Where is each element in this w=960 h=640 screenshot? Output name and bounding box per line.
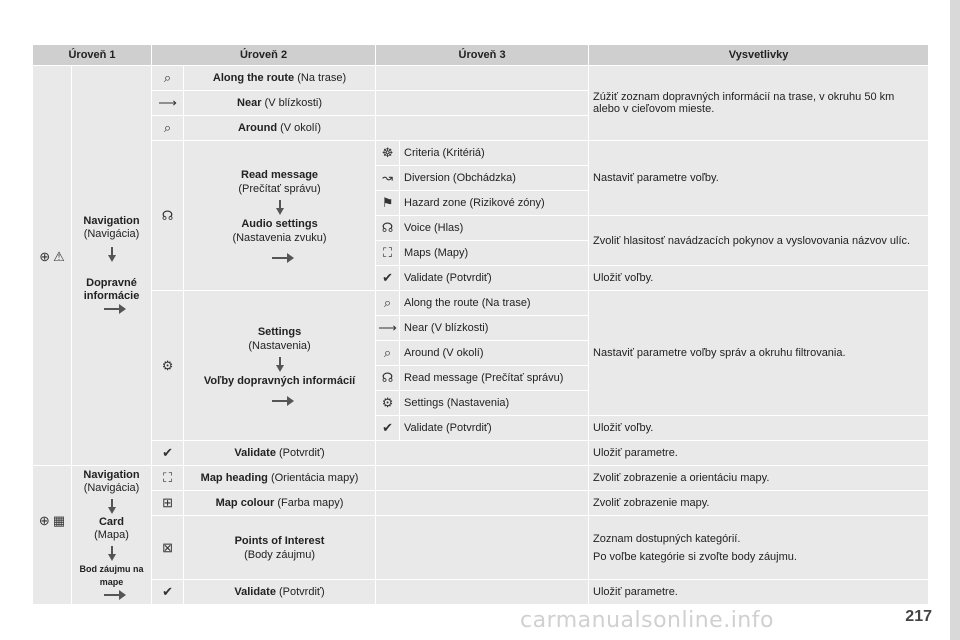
arrow-down-icon xyxy=(108,255,116,262)
empty-cell xyxy=(376,116,589,141)
map-heading-icon: ⛶ xyxy=(152,466,184,491)
watermark: carmanualsonline.info xyxy=(520,608,774,633)
maps-label: Maps (Mapy) xyxy=(400,241,589,266)
validate-bold: Validate xyxy=(234,586,276,598)
poi-bold: Points of Interest xyxy=(234,534,325,547)
empty-cell xyxy=(376,580,589,605)
read-message-sub: (Prečítať správu) xyxy=(238,183,321,195)
empty-cell xyxy=(376,516,589,580)
validate-rest: (Potvrdiť) xyxy=(275,586,325,598)
read-message-icon: ☊ xyxy=(376,366,400,391)
desc-params: Uložiť parametre. xyxy=(589,441,929,466)
desc-save2: Uložiť voľby. xyxy=(589,416,929,441)
validate-rest: (Potvrdiť) xyxy=(275,447,325,459)
read-message-bold: Read message xyxy=(241,169,319,181)
along-route-bold: Along the route xyxy=(212,72,295,84)
l1-traffic-label: Dopravné informácie xyxy=(83,277,140,302)
header-explanations: Vysvetlivky xyxy=(589,45,929,66)
l1-traffic-label-cell xyxy=(72,66,152,466)
poi-desc2: Po voľbe kategórie si zvoľte body záujmu. xyxy=(593,550,797,563)
hazard-icon: ⚑ xyxy=(376,191,400,216)
read-message-icon: ☊ xyxy=(152,141,184,291)
validate-bold: Validate xyxy=(234,447,276,459)
around-label: Around (V okolí) xyxy=(400,341,589,366)
validate-desc: Uložiť parametre. xyxy=(589,580,929,605)
l1-poi-label: Bod záujmu na mape xyxy=(79,563,144,587)
around-rest: (V okolí) xyxy=(277,122,322,134)
menu-table xyxy=(32,44,929,605)
poi-icon: ⊠ xyxy=(152,516,184,580)
l1-nav-label: Navigation xyxy=(83,468,140,481)
arrow-down-icon xyxy=(276,365,284,372)
validate-label: Validate (Potvrdiť) xyxy=(400,416,589,441)
empty-cell xyxy=(376,91,589,116)
map-colour-bold: Map colour xyxy=(215,497,275,509)
settings-icon: ⚙ xyxy=(376,391,400,416)
along-route-icon: ⌕ xyxy=(152,66,184,91)
l1-card-sub: (Mapa) xyxy=(94,528,129,541)
target-icon: ⊕ xyxy=(39,249,51,264)
target-icon: ⊕ xyxy=(38,512,50,528)
desc-filter2: Nastaviť parametre voľby správ a okruhu filtrovania. xyxy=(589,291,929,416)
poi-desc-cell xyxy=(589,516,929,580)
l1-nav-sub: (Navigácia) xyxy=(83,481,140,494)
near-rest: (V blízkosti) xyxy=(261,97,323,109)
l1-icons-cell-2 xyxy=(33,466,72,605)
validate-label: Validate (Potvrdiť) xyxy=(400,266,589,291)
check-icon: ✔ xyxy=(152,441,184,466)
read-message-label: Read message (Prečítať správu) xyxy=(400,366,589,391)
l1-icons-cell xyxy=(33,66,72,466)
voice-label: Voice (Hlas) xyxy=(400,216,589,241)
voice-icon: ☊ xyxy=(376,216,400,241)
settings-cell xyxy=(184,291,376,441)
around-icon: ⌕ xyxy=(152,116,184,141)
header-level3: Úroveň 3 xyxy=(376,45,589,66)
header-level2: Úroveň 2 xyxy=(152,45,376,66)
map-colour-desc: Zvoliť zobrazenie mapy. xyxy=(589,491,929,516)
along-route-icon: ⌕ xyxy=(376,291,400,316)
poi-sub: (Body záujmu) xyxy=(244,548,315,561)
page-number: 217 xyxy=(905,608,932,625)
diversion-icon: ↝ xyxy=(376,166,400,191)
criteria-label: Criteria (Kritériá) xyxy=(400,141,589,166)
hazard-label: Hazard zone (Rizikové zóny) xyxy=(400,191,589,216)
map-heading-desc: Zvoliť zobrazenie a orientáciu mapy. xyxy=(589,466,929,491)
check-icon: ✔ xyxy=(152,580,184,605)
arrow-down-icon xyxy=(108,507,116,514)
arrow-right-icon xyxy=(104,308,120,310)
header-level1: Úroveň 1 xyxy=(33,45,152,66)
around-icon: ⌕ xyxy=(376,341,400,366)
empty-cell xyxy=(376,491,589,516)
near-bold: Near xyxy=(237,97,262,109)
arrow-right-icon xyxy=(272,257,288,259)
settings-label: Settings (Nastavenia) xyxy=(400,391,589,416)
l1-card-label: Card xyxy=(98,515,125,528)
map-heading-rest: (Orientácia mapy) xyxy=(267,472,359,484)
read-audio-cell xyxy=(184,141,376,291)
l1-nav-sub: (Navigácia) xyxy=(83,228,140,240)
traffic-icon: ⚠ xyxy=(53,249,65,264)
desc-choice: Nastaviť parametre voľby. xyxy=(589,141,929,216)
check-icon: ✔ xyxy=(376,266,400,291)
header-row xyxy=(33,45,929,66)
map-colour-rest: (Farba mapy) xyxy=(274,497,344,509)
choice-bold: Voľby dopravných informácií xyxy=(203,375,356,387)
map-colour-icon: ⊞ xyxy=(152,491,184,516)
map-icon: ▦ xyxy=(52,512,66,528)
audio-settings-sub: (Nastavenia zvuku) xyxy=(232,232,327,244)
along-route-label: Along the route (Na trase) xyxy=(400,291,589,316)
poi-desc1: Zoznam dostupných kategórií. xyxy=(593,532,741,545)
check-icon: ✔ xyxy=(376,416,400,441)
around-bold: Around xyxy=(237,122,278,134)
diversion-label: Diversion (Obchádzka) xyxy=(400,166,589,191)
arrow-down-icon xyxy=(108,554,116,561)
near-label: Near (V blízkosti) xyxy=(400,316,589,341)
arrow-right-icon xyxy=(104,594,120,596)
empty-cell xyxy=(376,441,589,466)
near-icon: ⟶ xyxy=(152,91,184,116)
arrow-down-icon xyxy=(276,208,284,215)
page-edge-bar xyxy=(950,0,960,640)
settings-icon: ⚙ xyxy=(152,291,184,441)
arrow-right-icon xyxy=(272,400,288,402)
l1-map-label-cell xyxy=(72,466,152,605)
settings-bold: Settings xyxy=(257,326,302,338)
along-route-rest: (Na trase) xyxy=(294,72,347,84)
empty-cell xyxy=(376,466,589,491)
l1-nav-label: Navigation xyxy=(83,215,140,227)
desc-voice: Zvoliť hlasitosť navádzacích pokynov a vyslovovania názvov ulíc. xyxy=(589,216,929,266)
audio-settings-bold: Audio settings xyxy=(241,218,318,230)
desc-filter: Zúžiť zoznam dopravných informácií na trase, v okruhu 50 km alebo v cieľovom mieste. xyxy=(589,66,929,141)
maps-icon: ⛶ xyxy=(376,241,400,266)
empty-cell xyxy=(376,66,589,91)
near-icon: ⟶ xyxy=(376,316,400,341)
settings-sub: (Nastavenia) xyxy=(248,340,311,352)
criteria-icon: ☸ xyxy=(376,141,400,166)
map-heading-bold: Map heading xyxy=(200,472,268,484)
desc-save: Uložiť voľby. xyxy=(589,266,929,291)
